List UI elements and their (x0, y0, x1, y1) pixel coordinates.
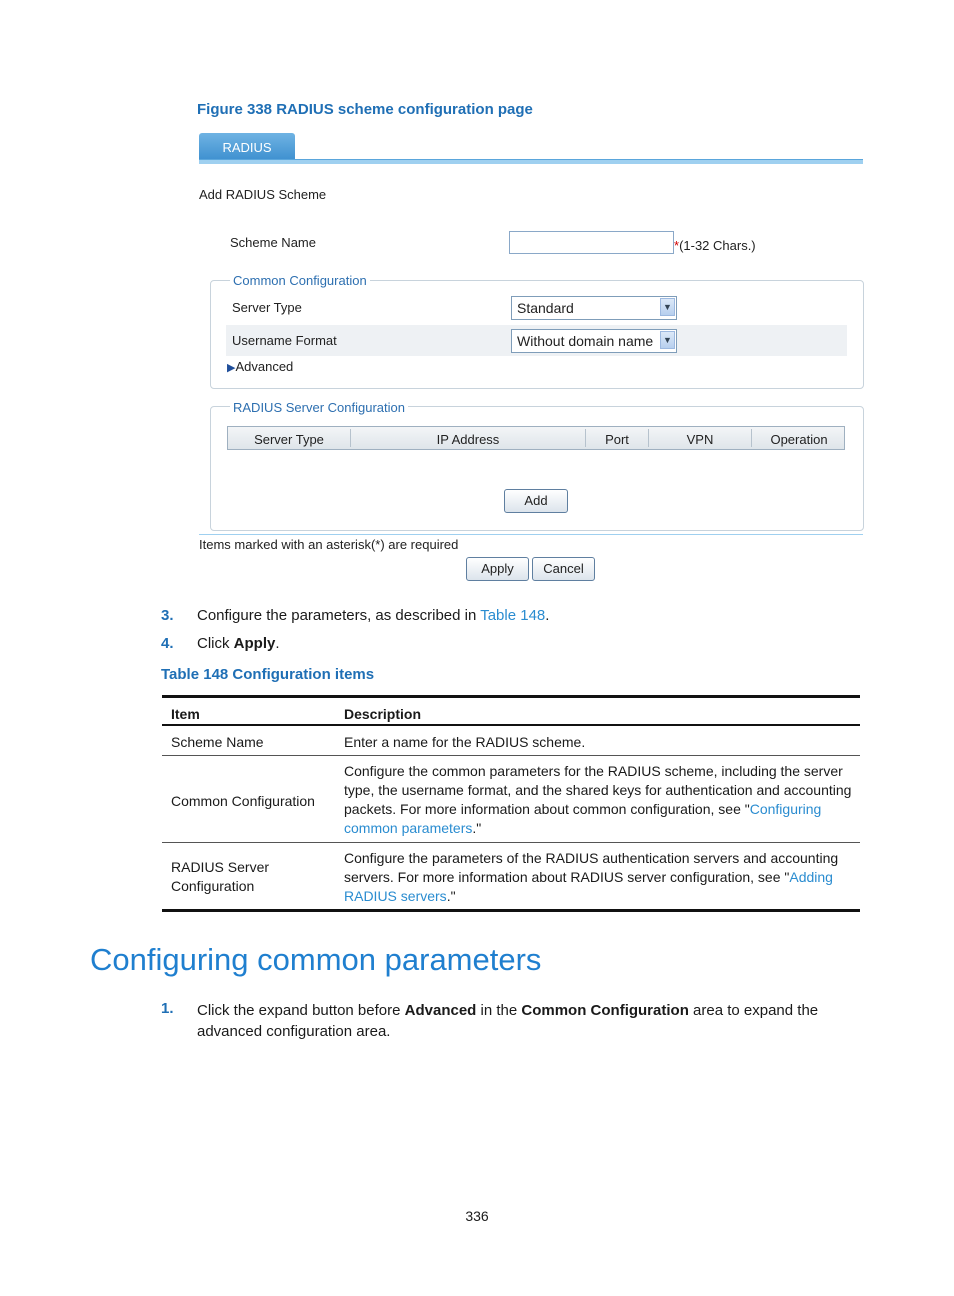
step-text-bold: Common Configuration (521, 1002, 689, 1019)
description-end: ." (446, 888, 456, 904)
table-header-item: Item (171, 706, 200, 722)
table-cell-item (171, 858, 269, 896)
expand-triangle-icon[interactable]: ▶ (227, 362, 236, 374)
server-type-label: Server Type (232, 300, 302, 315)
scheme-name-input[interactable] (509, 231, 674, 254)
apply-button[interactable]: Apply (466, 557, 529, 581)
step-text (197, 607, 549, 624)
table-row-rule (162, 755, 860, 756)
chevron-down-icon: ▼ (660, 298, 675, 316)
column-operation: Operation (770, 432, 828, 447)
step-text-bold: Advanced (404, 1002, 477, 1019)
common-configuration-legend: Common Configuration (230, 273, 370, 288)
description-line: Configure the parameters of the RADIUS authentication servers and accounting (344, 850, 839, 866)
tab-radius[interactable]: RADIUS (199, 133, 295, 161)
server-table-header (227, 426, 845, 450)
required-asterisk: * (674, 238, 680, 253)
step-text-part: Click the expand button before (197, 1002, 405, 1019)
table-cell-description: Enter a name for the RADIUS scheme. (344, 734, 586, 750)
table-cell-description (344, 762, 856, 838)
column-port: Port (605, 432, 629, 447)
step-text (197, 635, 280, 652)
configuring-common-parameters-link[interactable]: common parameters (344, 820, 473, 836)
server-type-value: Standard (517, 300, 574, 316)
chevron-down-icon: ▼ (660, 331, 675, 349)
step-text-part: . (275, 635, 280, 652)
form-divider (199, 534, 863, 535)
step-text-part: Click (197, 635, 234, 652)
step-text-bold: Apply (233, 635, 276, 652)
table-caption: Table 148 Configuration items (161, 666, 375, 683)
advanced-toggle[interactable] (227, 359, 293, 374)
configuring-common-parameters-link[interactable]: Configuring (749, 801, 822, 817)
column-server-type: Server Type (254, 432, 324, 447)
table-cell-item: Common Configuration (171, 793, 315, 809)
table-header-description: Description (344, 706, 422, 722)
step-number: 3. (161, 607, 174, 624)
step-text-part: Configure the parameters, as described in (197, 607, 481, 624)
step-number: 4. (161, 635, 174, 652)
table-cell-item: Scheme Name (171, 734, 264, 750)
table-cell-description (344, 849, 856, 906)
description-line: packets. For more information about common configuration, see " (344, 801, 750, 817)
server-type-select[interactable] (511, 296, 677, 320)
tab-underline (199, 159, 863, 164)
figure-caption: Figure 338 RADIUS scheme configuration page (197, 101, 533, 118)
username-format-label: Username Format (232, 333, 337, 348)
item-line: Configuration (171, 878, 255, 894)
radius-server-configuration-legend: RADIUS Server Configuration (230, 400, 408, 415)
advanced-label: Advanced (235, 359, 294, 374)
table-top-rule (162, 695, 860, 698)
step-text (197, 1000, 857, 1042)
description-line: type, the username format, and the shared keys for authentication and accounting (344, 782, 852, 798)
table-row-rule (162, 842, 860, 843)
scheme-name-label: Scheme Name (230, 235, 316, 250)
adding-radius-servers-link[interactable]: Adding (789, 869, 833, 885)
description-line: Configure the common parameters for the RADIUS scheme, including the server (344, 763, 843, 779)
scheme-name-hint (674, 238, 756, 253)
column-ip-address: IP Address (436, 432, 500, 447)
section-heading: Configuring common parameters (90, 942, 542, 977)
table-148-link[interactable]: Table 148 (480, 607, 546, 624)
required-note: Items marked with an asterisk(*) are required (199, 537, 459, 552)
page-number: 336 (465, 1208, 489, 1224)
step-text-part: in the (476, 1002, 522, 1019)
add-button[interactable]: Add (504, 489, 568, 513)
column-vpn: VPN (686, 432, 714, 447)
step-text-part: . (545, 607, 550, 624)
cancel-button[interactable]: Cancel (532, 557, 595, 581)
username-format-value: Without domain name (517, 333, 654, 349)
username-format-select[interactable] (511, 329, 677, 353)
step-text-part: advanced configuration area. (197, 1023, 391, 1040)
page-heading: Add RADIUS Scheme (199, 187, 327, 202)
description-line: servers. For more information about RADIUS server configuration, see " (344, 869, 790, 885)
description-end: ." (472, 820, 482, 836)
item-line: RADIUS Server (171, 859, 270, 875)
adding-radius-servers-link[interactable]: RADIUS servers (344, 888, 447, 904)
step-text-part: area to expand the (688, 1002, 819, 1019)
table-header-rule (162, 724, 860, 726)
scheme-name-length-hint: (1-32 Chars.) (679, 238, 756, 253)
table-bottom-rule (162, 909, 860, 912)
step-number: 1. (161, 1000, 174, 1017)
